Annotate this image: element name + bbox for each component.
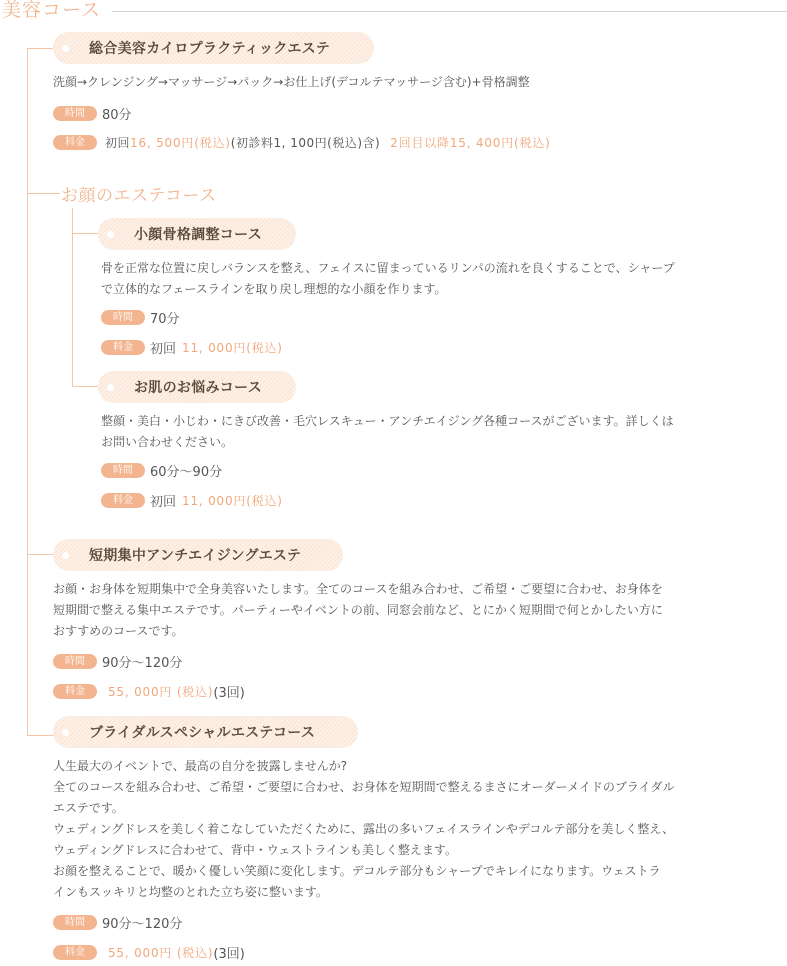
- description-line: 全てのコースを組み合わせ、ご希望・ご要望に合わせ、お身体を短期間で整えるまさにオーダーメイドのブライダル: [53, 780, 675, 794]
- course-heading-pill: [53, 716, 358, 748]
- price-badge: 料金: [53, 945, 97, 960]
- price-badge: 料金: [101, 340, 145, 355]
- tree-main-vertical-line: [27, 48, 28, 736]
- price-main: 55, 000円 (税込): [108, 684, 214, 699]
- time-badge: 時間: [53, 915, 97, 930]
- time-badge: 時間: [53, 654, 97, 669]
- time-badge: 時間: [101, 310, 145, 325]
- price-row: [53, 133, 551, 151]
- time-row: [53, 652, 182, 670]
- price-prefix: 初回: [150, 494, 177, 510]
- description-line: お顔・お身体を短期集中で全身美容いたします。全てのコースを組み合わせ、ご希望・ご要望に合わせ、お身体を: [53, 582, 663, 596]
- time-row: [53, 913, 182, 931]
- description-line: ウェディングドレスに合わせて、背中・ウェストラインも美しく整えます。: [53, 843, 457, 857]
- time-value: 90分〜120分: [102, 655, 183, 671]
- course-title: 短期集中アンチエイジングエステ: [89, 548, 302, 564]
- price-main: 11, 000円(税込): [182, 493, 283, 508]
- price-main: 16, 500円(税込): [130, 135, 231, 150]
- price-row: [101, 491, 283, 509]
- tree-branch-line: [72, 233, 100, 234]
- course-title: お肌のお悩みコース: [134, 380, 262, 396]
- price-row: [53, 943, 245, 961]
- description-line: 骨を正常な位置に戻しバランスを整え、フェイスに留まっているリンパの流れを良くすることで、シャープ: [101, 261, 675, 275]
- time-badge: 時間: [53, 106, 97, 121]
- price-prefix: 初回: [105, 135, 131, 150]
- bullet-dot-icon: [107, 384, 114, 391]
- description-line: 整顔・美白・小じわ・にきび改善・毛穴レスキュー・アンチエイジング各種コースがございます。詳しくは: [101, 414, 674, 428]
- tree-branch-line: [27, 48, 55, 49]
- course-heading-pill: [53, 32, 374, 64]
- course-description: [53, 756, 675, 903]
- time-value: 80分: [102, 107, 132, 123]
- course-heading-pill: [53, 539, 343, 571]
- time-badge: 時間: [101, 463, 145, 478]
- description-line: お問い合わせください。: [101, 435, 234, 449]
- description-line: 短期間で整える集中エステです。パーティーやイベントの前、同窓会前など、とにかく短期間で何とかしたい方に: [53, 603, 663, 617]
- course-description: [53, 579, 663, 642]
- price-row: [101, 338, 283, 356]
- price-note: (初診料1, 100円(税込)含): [230, 135, 381, 150]
- tree-branch-line: [27, 735, 55, 736]
- price-prefix: 初回: [150, 341, 177, 357]
- page-title: 美容コース: [2, 0, 102, 21]
- price-main: 55, 000円 (税込): [108, 945, 214, 960]
- tree-sub-vertical-line: [72, 208, 73, 386]
- description-line: お顔を整えることで、暖かく優しい笑顔に変化します。デコルテ部分もシャープでキレイになります。ウェストラ: [53, 864, 661, 878]
- description-line: 洗顔→クレンジング→マッサージ→パック→お仕上げ(デコルテマッサージ含む)+骨格調整: [53, 75, 530, 89]
- description-line: おすすめのコースです。: [53, 624, 184, 638]
- course-description: [101, 411, 674, 453]
- price-note: (3回): [213, 685, 245, 701]
- time-row: [101, 308, 180, 326]
- course-title: ブライダルスペシャルエステコース: [89, 725, 316, 741]
- course-title: 小顔骨格調整コース: [134, 227, 262, 243]
- course-heading-pill: [98, 371, 296, 403]
- description-line: エステです。: [53, 801, 124, 815]
- time-value: 70分: [150, 311, 180, 327]
- course-description: [101, 258, 675, 300]
- description-line: で立体的なフェースラインを取り戻し理想的な小顔を作ります。: [101, 282, 447, 296]
- price-main: 11, 000円(税込): [182, 340, 283, 355]
- bullet-dot-icon: [107, 231, 114, 238]
- tree-branch-line: [72, 386, 100, 387]
- tree-branch-line: [27, 193, 60, 194]
- price-badge: 料金: [53, 684, 97, 699]
- description-line: インもスッキリと均整のとれた立ち姿に整います。: [53, 885, 328, 899]
- bullet-dot-icon: [62, 729, 69, 736]
- description-line: 人生最大のイベントで、最高の自分を披露しませんか?: [53, 759, 348, 773]
- description-line: ウェディングドレスを美しく着こなしていただくために、露出の多いフェイスラインやデコルテ部分を美しく整え、: [53, 822, 675, 836]
- price-note: (3回): [213, 946, 245, 962]
- time-value: 60分〜90分: [150, 464, 223, 480]
- title-divider: [112, 11, 787, 12]
- bullet-dot-icon: [62, 552, 69, 559]
- course-title: 総合美容カイロプラクティックエステ: [89, 41, 330, 57]
- time-row: [101, 461, 222, 479]
- section-title: お顔のエステコース: [61, 186, 217, 206]
- price-badge: 料金: [101, 493, 145, 508]
- time-value: 90分〜120分: [102, 916, 183, 932]
- time-row: [53, 104, 132, 122]
- tree-branch-line: [27, 554, 55, 555]
- course-heading-pill: [98, 218, 296, 250]
- price-extra: 2回目以降15, 400円(税込): [390, 135, 551, 150]
- bullet-dot-icon: [62, 45, 69, 52]
- price-row: [53, 682, 245, 700]
- price-badge: 料金: [53, 135, 97, 150]
- course-description: [53, 72, 530, 93]
